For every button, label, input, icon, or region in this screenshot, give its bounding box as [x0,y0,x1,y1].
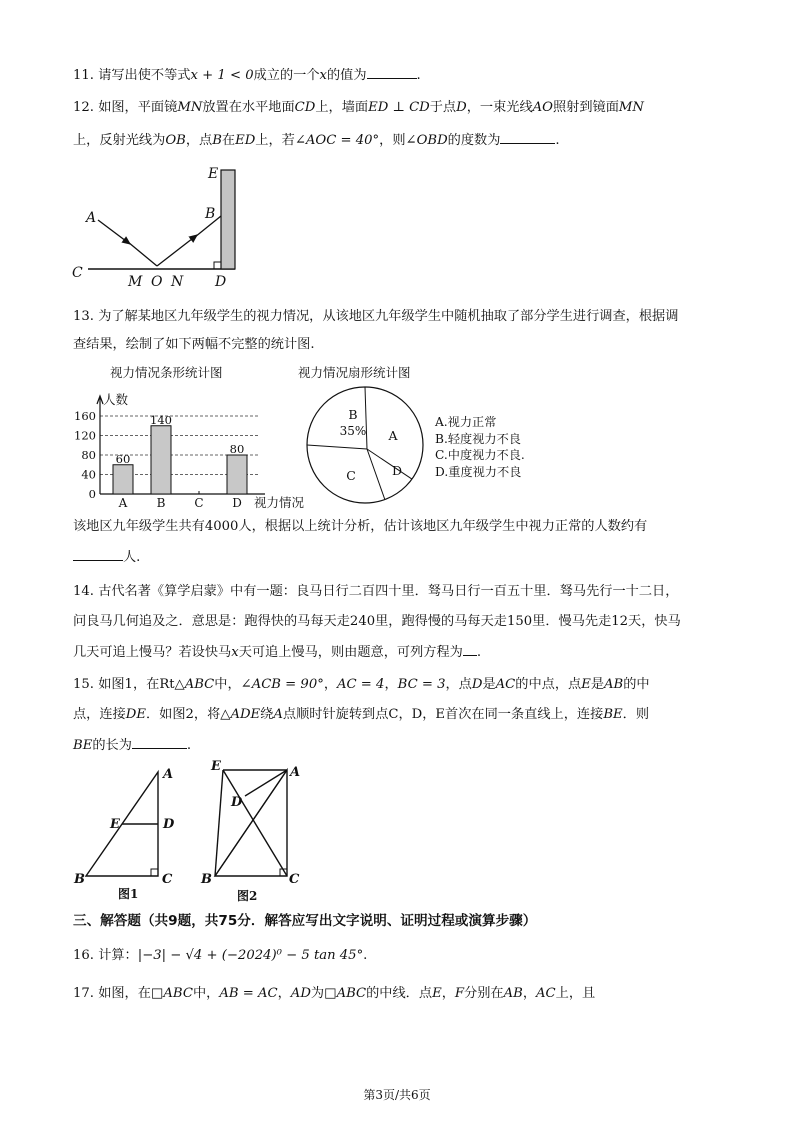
q13-line-2: 查结果，绘制了如下两幅不完整的统计图. [73,337,315,352]
pie-value-label: 35% [339,424,367,438]
q12-line-2: 上，反射光线为OB，点B在ED上，若∠AOC = 40°，则∠OBD的度数为 . [73,133,560,148]
q11-line: 11. 请写出使不等式x + 1 < 0成立的一个x的值为 . [73,68,421,83]
bar-y-axis-label: 人数 [103,392,129,407]
fig12-label-b: B [205,206,216,222]
q15-figure-2 [195,756,315,904]
bar-x-axis-label: 视力情况 [254,495,305,510]
right-angle-mark-c1 [151,869,158,876]
q13-number: 13. [73,309,94,324]
q14-line-1: 14. 古代名著《算学启蒙》中有一题：良马日行二百四十里．驽马日行一百五十里．驽马先行一十二日， [73,584,679,599]
pie-legend [435,414,525,480]
bar-d [227,455,247,494]
legend-item-b: B.轻度视力不良 [435,431,521,446]
pie-circle [307,387,423,503]
q12-figure [60,160,260,290]
figure-1-caption: 图1 [118,887,139,901]
bar-ytick-label: 0 [88,487,96,501]
q11-answer-blank[interactable] [367,66,417,79]
q13-line-1: 13. 为了解某地区九年级学生的视力情况，从该地区九年级学生中随机抽取了部分学生进行调查，根据调 [73,309,679,324]
fig12-label-o: O [151,274,163,290]
q15-line-2: 点，连接DE．如图2，将△ADE绕A点顺时针旋转到点C，D，E首次在同一条直线上，连接BE．则 [73,707,650,722]
q14-answer-blank[interactable] [463,643,477,656]
q14-line-3: 几天可追上慢马？若设快马x天可追上慢马，则由题意，可列方程为 . [73,645,482,660]
bar-b [151,426,171,494]
svg-text:D: D [163,817,175,832]
fig12-label-n: N [171,274,184,290]
q17-number: 17. [73,986,94,1001]
q15-line-3: BE的长为 . [73,738,192,753]
vision-bar-chart [60,384,320,514]
svg-text:E: E [110,817,120,832]
right-angle-mark-d [214,262,221,269]
bar-category-label: A [118,496,128,510]
q13-answer-blank[interactable] [73,548,123,561]
q13-after-1: 该地区九年级学生共有4000人，根据以上统计分析，估计该地区九年级学生中视力正常的人数约有 [73,519,648,534]
svg-text:B: B [74,872,85,887]
q14-number: 14. [73,584,94,599]
bar-category-label: C [194,496,204,510]
svg-text:C: C [289,872,300,887]
pie-label-b: B [348,407,358,422]
q12-number: 12. [73,100,94,115]
fig12-label-a: A [86,210,97,226]
q15-answer-blank[interactable] [132,736,187,749]
q16-expression: |−3| − √4 + (−2024)⁰ − 5 tan 45° [137,948,364,963]
bar-ytick-label: 120 [74,428,96,443]
fig12-label-m: M [128,274,143,290]
bar-ytick-label: 160 [74,409,96,423]
q12-answer-blank[interactable] [500,131,555,144]
svg-text:D: D [231,795,243,810]
q17-line: 17. 如图，在□ABC中，AB = AC，AD为□ABC的中线．点E，F分别在AB，AC上，且 [73,986,596,1001]
pie-label-d: D [391,463,403,478]
bar-category-label: B [156,496,166,510]
svg-text:B: B [201,872,212,887]
bar-chart-title: 视力情况条形统计图 [110,365,223,380]
bar-data-label: 60 [115,451,131,466]
incident-ray-ao [98,220,130,244]
bar-a [113,465,133,494]
fig12-label-e: E [208,166,219,182]
q15-figure-1 [70,762,180,902]
fig12-label-d: D [215,274,227,290]
wall-ed [221,170,235,269]
bar-category-label: D [232,496,242,510]
pie-label-c: C [346,468,356,483]
q16-line: 16. 计算：|−3| − √4 + (−2024)⁰ − 5 tan 45°. [73,948,368,963]
svg-text:C: C [162,872,173,887]
reflected-ray-ob [157,235,197,266]
svg-text:A: A [290,765,301,780]
section-3-heading: 三、解答题（共9题，共75分．解答应写出文字说明、证明过程或演算步骤） [73,913,537,929]
fig12-label-c: C [72,265,83,281]
q14-line-2: 问良马几何追及之．意思是：跑得快的马每天走240里，跑得慢的马每天走150里．慢马先走12天，快马 [73,614,681,629]
q15-line-1: 15. 如图1，在Rt△ABC中，∠ACB = 90°，AC = 4，BC = 3，点D是AC的中点，点E是AB的中 [73,677,650,692]
svg-text:A: A [163,767,174,782]
q11-inequality: x + 1 < 0 [190,68,254,83]
figure-2-caption: 图2 [237,889,258,903]
page-footer: 第3页/共6页 [363,1088,431,1102]
legend-item-c: C.中度视力不良. [435,448,525,462]
q13-after-2: 人. [73,548,140,567]
vision-pie-chart [305,385,425,505]
bar-ytick-label: 40 [81,467,96,482]
q11-number: 11. [73,68,94,83]
pie-chart-title: 视力情况扇形统计图 [298,365,411,380]
bar-data-label: 80 [229,442,245,456]
pie-label-a: A [388,428,398,443]
q15-number: 15. [73,677,94,692]
legend-item-d: D.重度视力不良 [435,464,522,479]
svg-text:E: E [211,759,221,774]
bar-data-label: 140 [150,412,172,427]
bar-ytick-label: 80 [81,448,96,462]
q16-number: 16. [73,948,94,963]
q12-line-1: 12. 如图，平面镜MN放置在水平地面CD上，墙面ED ⊥ CD于点D，一束光线AO照射到镜面MN [73,100,644,115]
legend-item-a: A.视力正常 [435,415,497,429]
